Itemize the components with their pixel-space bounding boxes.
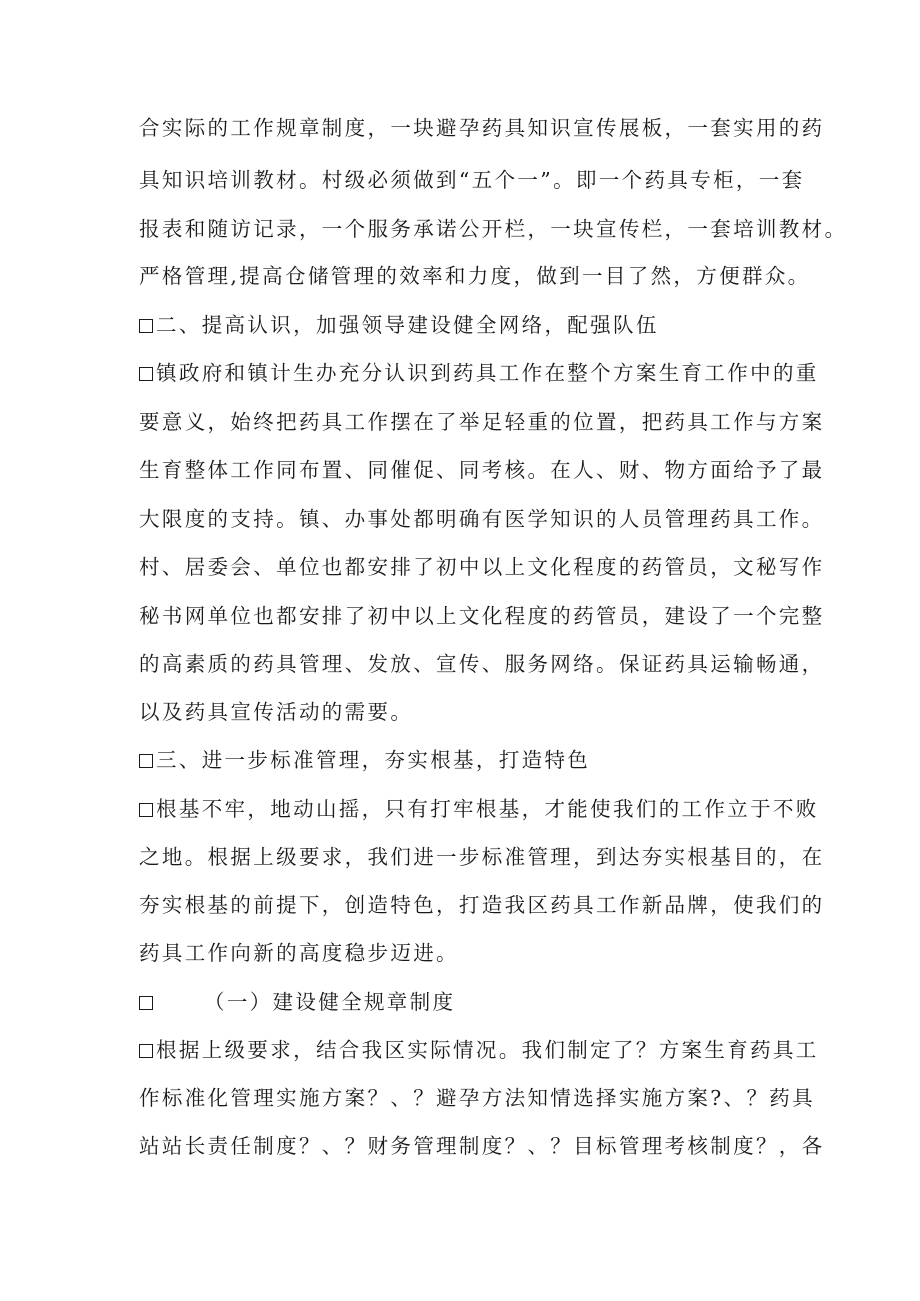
checkbox-glyph-icon xyxy=(139,367,153,381)
text-line: 夯实根基的前提下，创造特色，打造我区药具工作新品牌，使我们的 xyxy=(139,893,825,917)
text-line: 之地。根据上级要求，我们进一步标准管理，到达夯实根基目的，在 xyxy=(139,845,825,869)
text-line: 报表和随访记录，一个服务承诺公开栏，一块宣传栏，一套培训教材。 xyxy=(139,217,848,241)
text-line: 镇政府和镇计生办充分认识到药具工作在整个方案生育工作中的重 xyxy=(156,361,819,385)
text-line: 大限度的支持。镇、办事处都明确有医学知识的人员管理药具工作。 xyxy=(139,507,825,531)
checkbox-glyph-icon xyxy=(139,1044,153,1058)
paragraph-first-line xyxy=(139,1036,819,1064)
text-line: 的高素质的药具管理、发放、宣传、服务网络。保证药具运输畅通， xyxy=(139,652,825,676)
text-line: 要意义，始终把药具工作摆在了举足轻重的位置，把药具工作与方案 xyxy=(139,410,825,434)
section-heading-2 xyxy=(139,311,659,339)
text-line: 合实际的工作规章制度，一块避孕药具知识宣传展板，一套实用的药 xyxy=(139,116,825,140)
checkbox-glyph-icon xyxy=(139,319,153,333)
text-line: 以及药具宣传活动的需要。 xyxy=(139,700,414,724)
heading-text: （一）建设健全规章制度 xyxy=(204,990,456,1014)
text-line: 秘书网单位也都安排了初中以上文化程度的药管员，建设了一个完整 xyxy=(139,604,825,628)
checkbox-glyph-icon xyxy=(139,754,153,768)
paragraph-first-line xyxy=(139,795,819,823)
heading-text: 三、进一步标准管理，夯实根基，打造特色 xyxy=(156,748,591,772)
checkbox-glyph-icon xyxy=(139,803,153,817)
text-line: 站站长责任制度？、？财务管理制度？、？目标管理考核制度？，各 xyxy=(139,1134,825,1158)
text-line: 严格管理,提高仓储管理的效率和力度，做到一目了然，方便群众。 xyxy=(139,264,811,288)
heading-text: 二、提高认识，加强领导建设健全网络，配强队伍 xyxy=(156,313,659,337)
subsection-heading-1 xyxy=(139,988,455,1016)
section-heading-3 xyxy=(139,746,590,774)
text-line: 根据上级要求，结合我区实际情况。我们制定了？方案生育药具工 xyxy=(156,1038,819,1062)
text-line: 根基不牢，地动山摇，只有打牢根基，才能使我们的工作立于不败 xyxy=(156,797,819,821)
text-line: 生育整体工作同布置、同催促、同考核。在人、财、物方面给予了最 xyxy=(139,458,825,482)
text-line: 村、居委会、单位也都安排了初中以上文化程度的药管员，文秘写作 xyxy=(139,555,825,579)
text-line: 具知识培训教材。村级必须做到“五个一”。即一个药具专柜，一套 xyxy=(139,168,805,192)
checkbox-glyph-icon xyxy=(139,996,153,1010)
paragraph-first-line xyxy=(139,359,819,387)
text-line: 作标准化管理实施方案？、？避孕方法知情选择实施方案?、？药具 xyxy=(139,1086,815,1110)
text-line: 药具工作向新的高度稳步迈进。 xyxy=(139,941,459,965)
